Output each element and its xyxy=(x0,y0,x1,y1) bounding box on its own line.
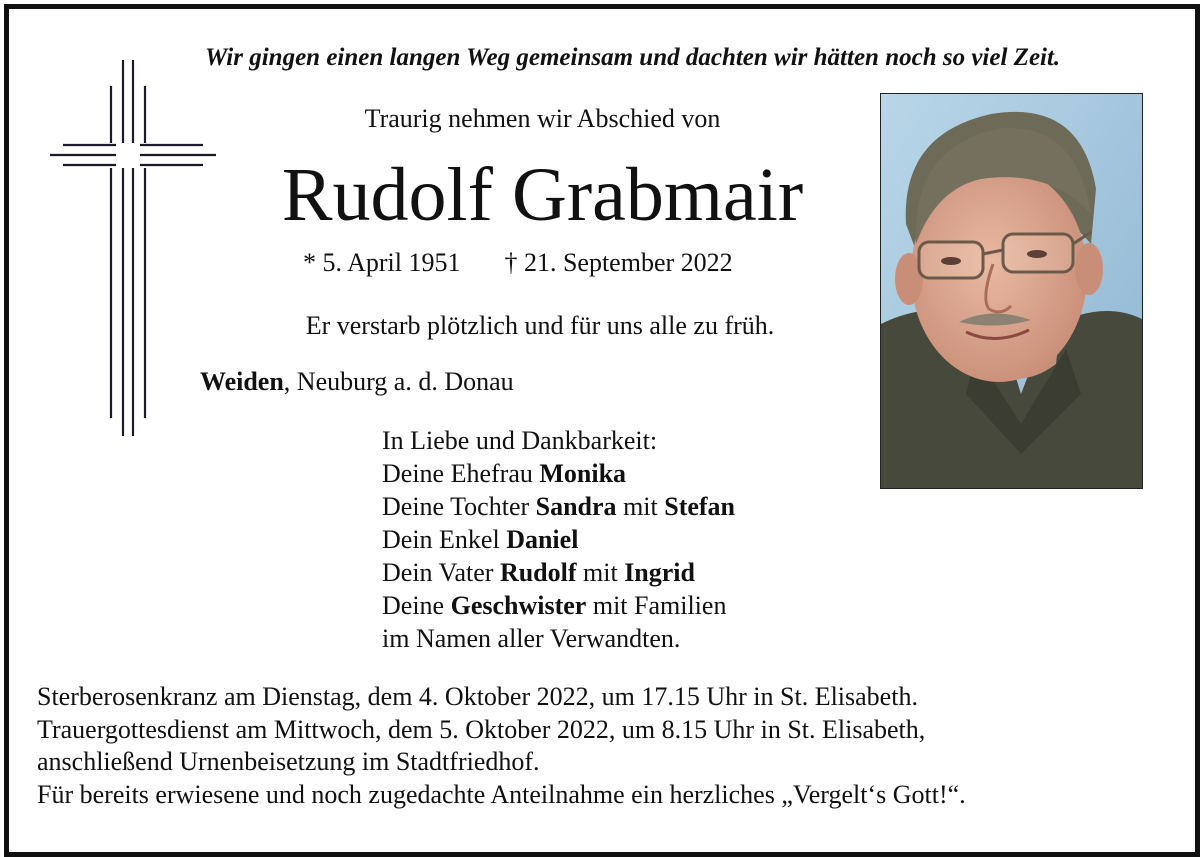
place-rest: , Neuburg a. d. Donau xyxy=(283,367,514,396)
service-line: Trauergottesdienst am Mittwoch, dem 5. Oktober 2022, um 8.15 Uhr in St. Elisabeth, xyxy=(37,714,926,744)
motto: Wir gingen einen langen Weg gemeinsam und dachten wir hätten noch so viel Zeit. xyxy=(205,44,1061,71)
service-line: Sterberosenkranz am Dienstag, dem 4. Oktober 2022, um 17.15 Uhr in St. Elisabeth. xyxy=(37,682,918,711)
portrait-image xyxy=(881,94,1142,488)
place-line xyxy=(200,367,514,397)
intro-text: Traurig nehmen wir Abschied von xyxy=(364,104,721,133)
life-dates xyxy=(303,248,733,278)
family-line: Dein Vater Rudolf mit Ingrid xyxy=(382,558,695,587)
family-line: Deine Ehefrau Monika xyxy=(382,459,627,488)
services-block xyxy=(37,681,966,811)
portrait-photo xyxy=(880,93,1143,489)
family-closing: im Namen aller Verwandten. xyxy=(382,624,681,653)
birth-date: * 5. April 1951 xyxy=(303,248,461,277)
family-line: Deine Tochter Sandra mit Stefan xyxy=(382,492,736,521)
family-block xyxy=(382,424,735,655)
cause-text: Er verstarb plötzlich und für uns alle zu früh. xyxy=(305,311,775,340)
service-line: anschließend Urnenbeisetzung im Stadtfriedhof. xyxy=(37,747,540,776)
deceased-name: Rudolf Grabmair xyxy=(281,153,804,237)
death-date: † 21. September 2022 xyxy=(504,248,733,277)
family-line: Deine Geschwister mit Familien xyxy=(382,591,727,620)
service-line: Für bereits erwiesene und noch zugedachte Anteilnahme ein herzliches „Vergelt‘s Gott!“. xyxy=(37,779,966,809)
family-line: Dein Enkel Daniel xyxy=(382,525,579,554)
family-heading: In Liebe und Dankbarkeit: xyxy=(382,426,658,455)
place-bold: Weiden xyxy=(200,367,284,396)
